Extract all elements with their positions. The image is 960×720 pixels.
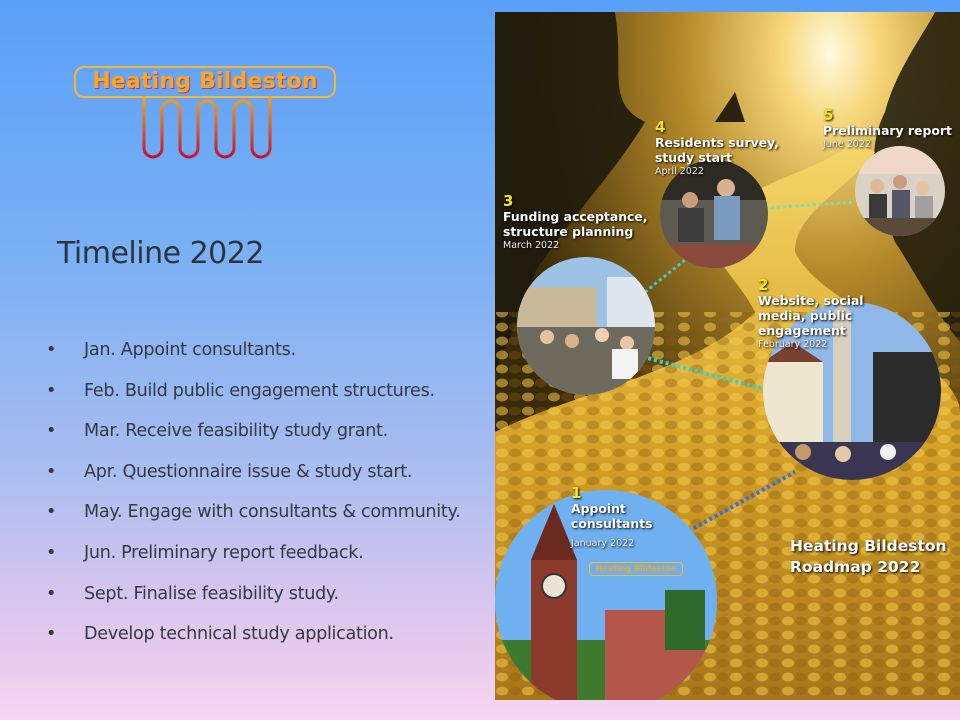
milestone-number: 2: [758, 276, 769, 294]
logo-text: Heating Bildeston: [74, 66, 336, 98]
milestone-5: [823, 106, 952, 150]
milestone-label: engagement: [758, 322, 846, 338]
bullet: •: [46, 461, 57, 482]
list-item: [46, 381, 460, 422]
milestone-label: media, public: [758, 307, 853, 323]
milestone-1: [571, 484, 653, 549]
list-item-text: Jun. Preliminary report feedback.: [84, 542, 364, 563]
heating-bildeston-logo: [74, 66, 336, 166]
milestone-date: February 2022: [758, 338, 828, 350]
milestone-3: [503, 192, 648, 251]
list-item: [46, 543, 460, 584]
milestone-number: 1: [571, 484, 582, 502]
milestone-label: Appoint: [571, 501, 626, 516]
milestone-date: January 2022: [571, 537, 635, 549]
heating-coil-icon: [140, 96, 280, 166]
milestone-label: study start: [655, 149, 733, 165]
bullet: •: [46, 502, 57, 523]
list-item: [46, 584, 460, 625]
milestone-label: structure planning: [503, 223, 634, 239]
bullet: •: [46, 380, 57, 401]
milestone-label: Website, social: [758, 293, 864, 308]
photo-circle-3: [517, 257, 655, 395]
list-item: [46, 502, 460, 543]
list-item-text: May. Engage with consultants & community.: [84, 502, 461, 523]
list-item-text: Sept. Finalise feasibility study.: [84, 583, 339, 604]
bullet: •: [46, 542, 57, 563]
milestone-4: [655, 118, 779, 177]
list-item-text: Develop technical study application.: [84, 624, 394, 645]
roadmap-caption-line: Heating Bildeston: [790, 537, 947, 555]
bullet: •: [46, 583, 57, 604]
bullet: •: [46, 421, 57, 442]
list-item-text: Apr. Questionnaire issue & study start.: [84, 461, 413, 482]
list-item-text: Mar. Receive feasibility study grant.: [84, 421, 388, 442]
list-item: [46, 462, 460, 503]
mini-logo: Heating Bildeston: [589, 562, 683, 576]
milestone-number: 4: [655, 118, 666, 136]
roadmap-caption-line: Roadmap 2022: [790, 557, 921, 576]
bullet: •: [46, 340, 57, 360]
roadmap-caption: [790, 536, 947, 578]
milestone-label: Residents survey,: [655, 135, 779, 150]
milestone-label: Funding acceptance,: [503, 209, 648, 224]
milestone-date: June 2022: [823, 138, 871, 150]
milestone-number: 3: [503, 192, 514, 210]
page-title: Timeline 2022: [57, 236, 264, 271]
list-item-text: Jan. Appoint consultants.: [84, 340, 296, 360]
milestone-number: 5: [823, 106, 834, 124]
roadmap-image: [495, 12, 960, 700]
list-item-text: Feb. Build public engagement structures.: [84, 380, 435, 401]
bullet: •: [46, 624, 57, 645]
photo-circle-5: [855, 146, 945, 236]
list-item: [46, 421, 460, 462]
milestone-date: March 2022: [503, 239, 560, 251]
list-item: [46, 340, 460, 381]
milestone-label: consultants: [571, 515, 653, 531]
list-item: [46, 624, 460, 665]
milestone-date: April 2022: [655, 165, 704, 177]
milestone-label: Preliminary report: [823, 123, 952, 138]
timeline-list: [46, 340, 460, 665]
milestone-2: [758, 276, 864, 350]
